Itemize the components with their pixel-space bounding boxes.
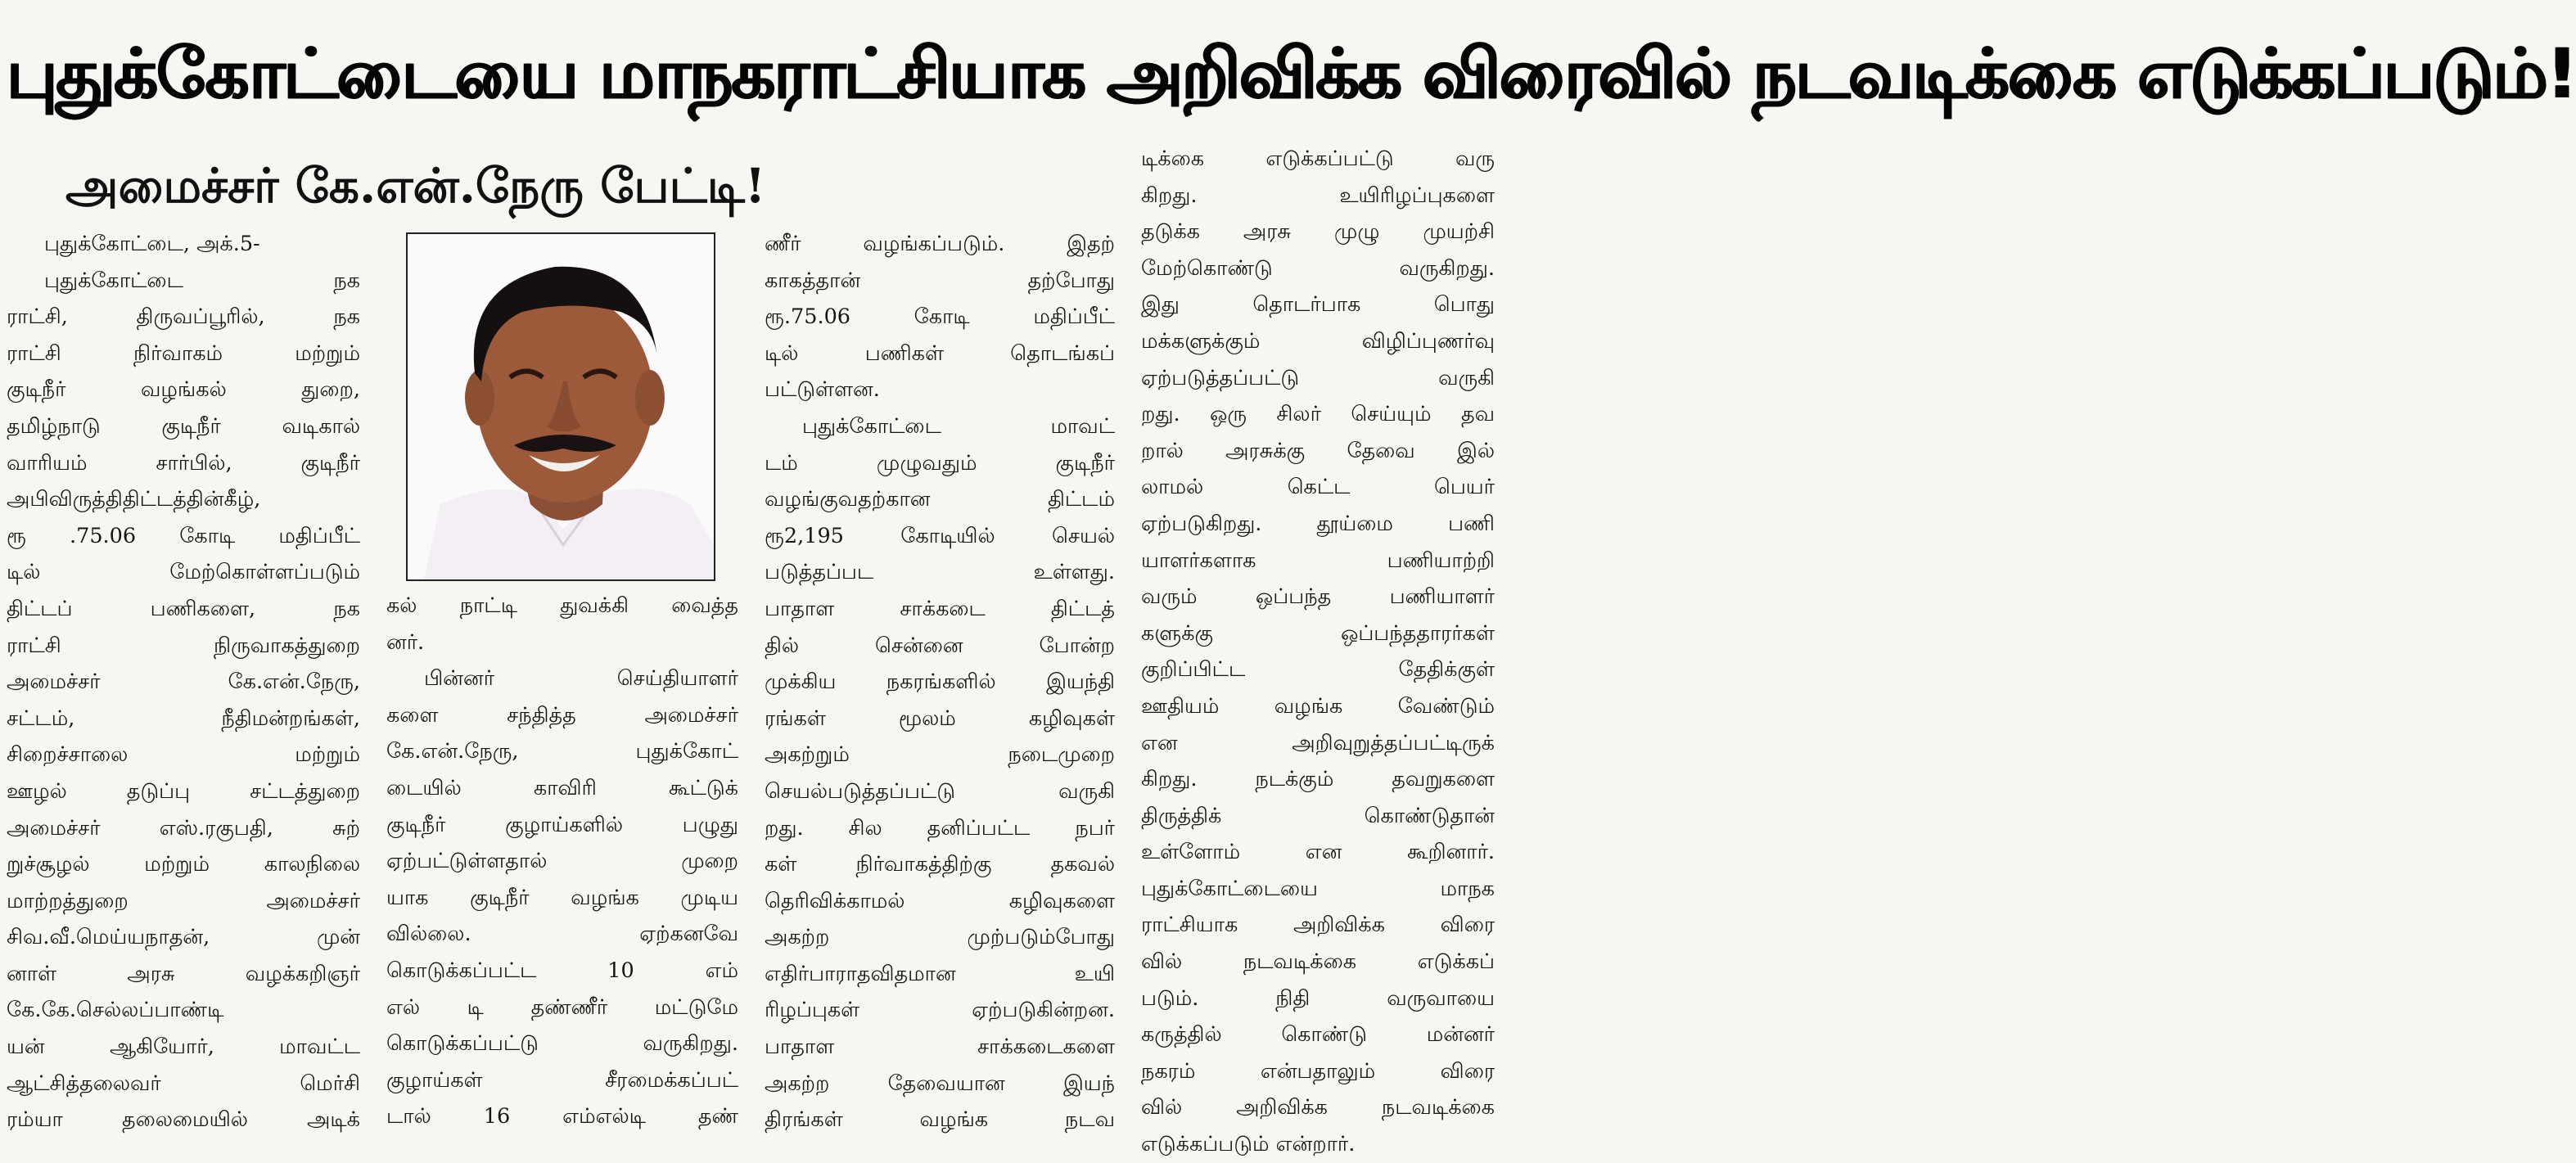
article-line: ராட்சி நிருவாகத்துறை (7, 633, 360, 658)
article-line: வில் அறிவிக்க நடவடிக்கை (1141, 1095, 1495, 1120)
article-line: எடுக்கப்படும் என்றார். (1141, 1132, 1356, 1157)
article-line: வாரியம் சார்பில், குடிநீர் (7, 450, 360, 476)
article-line: காகத்தான் தற்போது (765, 268, 1115, 293)
article-line: வில்லை. ஏற்கனவே (386, 922, 738, 947)
article-column-1 (7, 226, 360, 1138)
article-line: தடுக்க அரசு முழு முயற்சி (1141, 219, 1495, 245)
article-line: வரும் ஒப்பந்த பணியாளர் (1141, 584, 1495, 610)
article-line: குடிநீர் வழங்கல் துறை, (7, 377, 360, 403)
article-line: சட்டம், நீதிமன்றங்கள், (7, 705, 360, 731)
article-line: ரங்கள் மூலம் கழிவுகள் (765, 705, 1115, 731)
article-line: றால் அரசுக்கு தேவை இல் (1141, 438, 1495, 463)
article-line: களுக்கு ஒப்பந்ததாரர்கள் (1141, 620, 1495, 646)
article-line: திட்டப் பணிகளை, நக (7, 596, 360, 621)
subheadline: அமைச்சர் கே.என்.நேரு பேட்டி! (65, 158, 766, 214)
article-line: திருத்திக் கொண்டுதான் (1141, 803, 1495, 828)
article-line: கல் நாட்டி துவக்கி வைத்த (386, 593, 738, 618)
article-line: செயல்படுத்தப்பட்டு வருகி (765, 778, 1115, 804)
portrait-illustration (408, 234, 714, 579)
headline: புதுக்கோட்டையை மாநகராட்சியாக அறிவிக்க விரைவில் நடவடிக்கை எடுக்கப்படும்! (7, 34, 2576, 114)
article-column-4 (1141, 141, 1495, 1163)
article-line: ஏற்பட்டுள்ளதால் முறை (386, 849, 738, 874)
article-line: அகற்றும் நடைமுறை (765, 742, 1115, 768)
article-line: யாளர்களாக பணியாற்றி (1141, 548, 1495, 573)
article-line: வில் நடவடிக்கை எடுக்கப் (1141, 949, 1495, 975)
article-line: ஏற்படுகிறது. தூய்மை பணி (1141, 511, 1495, 536)
article-line: சிவ.வீ.மெய்யநாதன், முன் (7, 925, 360, 950)
article-line: கருத்தில் கொண்டு மன்னர் (1141, 1022, 1495, 1048)
article-line: கே.என்.நேரு, புதுக்கோட் (386, 739, 738, 764)
article-line: றது. சில தனிப்பட்ட நபர் (765, 815, 1115, 841)
article-line: ஏற்படுத்தப்பட்டு வருகி (1141, 365, 1495, 390)
article-line: பாதாள சாக்கடைகளை (765, 1035, 1115, 1060)
article-line: கே.கே.செல்லப்பாண்டி (7, 998, 224, 1023)
article-line: யாக குடிநீர் வழங்க முடிய (386, 885, 738, 910)
article-line: ஊதியம் வழங்க வேண்டும் (1141, 693, 1495, 719)
article-line: குடிநீர் குழாய்களில் பழுது (386, 812, 738, 837)
article-line: பின்னர் செய்தியாளர் (424, 666, 738, 692)
article-line: ஆட்சித்தலைவர் மெர்சி (7, 1071, 360, 1096)
article-line: டில் பணிகள் தொடங்கப் (765, 340, 1115, 366)
article-line: திரங்கள் வழங்க நடவ (765, 1107, 1115, 1133)
article-line: மேற்கொண்டு வருகிறது. (1141, 255, 1495, 281)
article-line: நகரம் என்பதாலும் விரை (1141, 1058, 1495, 1084)
article-column-2 (386, 588, 738, 1135)
article-line: பாதாள சாக்கடை திட்டத் (765, 596, 1115, 621)
article-line: தமிழ்நாடு குடிநீர் வடிகால் (7, 413, 360, 439)
article-line: ரூ.75.06 கோடி மதிப்பீட் (765, 304, 1115, 330)
article-line: றுச்சூழல் மற்றும் காலநிலை (7, 852, 360, 877)
article-line: எதிர்பாராதவிதமான உயி (765, 961, 1115, 986)
article-line: புதுக்கோட்டை மாவட் (802, 413, 1115, 439)
article-line: யன் ஆகியோர், மாவட்ட (7, 1035, 360, 1060)
article-line: குழாய்கள் சீரமைக்கப்பட் (386, 1067, 738, 1093)
article-line: பட்டுள்ளன. (765, 377, 880, 403)
article-line: டம் முழுவதும் குடிநீர் (765, 450, 1115, 476)
article-line: கள் நிர்வாகத்திற்கு தகவல் (765, 852, 1115, 877)
article-line: குறிப்பிட்ட தேதிக்குள் (1141, 657, 1495, 683)
article-line: தெரிவிக்காமல் கழிவுகளை (765, 888, 1115, 913)
article-line: ஊழல் தடுப்பு சட்டத்துறை (7, 778, 360, 804)
article-line: தில் சென்னை போன்ற (765, 633, 1115, 658)
article-line: ரம்யா தலைமையில் அடிக் (7, 1107, 360, 1133)
article-line: முக்கிய நகரங்களில் இயந்தி (765, 669, 1115, 695)
article-line: ரூ2,195 கோடியில் செயல் (765, 523, 1115, 548)
article-line: சிறைச்சாலை மற்றும் (7, 742, 360, 768)
article-line: இது தொடர்பாக பொது (1141, 292, 1495, 318)
article-line: கிறது. உயிரிழப்புகளை (1141, 183, 1495, 208)
article-line: ராட்சி நிர்வாகம் மற்றும் (7, 340, 360, 366)
article-line: லாமல் கெட்ட பெயர் (1141, 475, 1495, 500)
article-line: டில் மேற்கொள்ளப்படும் (7, 560, 360, 585)
article-line: புதுக்கோட்டையை மாநக (1141, 876, 1495, 901)
article-line: புதுக்கோட்டை, அக்.5- (44, 232, 260, 256)
article-line: வழங்குவதற்கான திட்டம் (765, 487, 1115, 512)
article-line: ணீர் வழங்கப்படும். இதற் (765, 232, 1115, 256)
article-line: ரிழப்புகள் ஏற்படுகின்றன. (765, 998, 1115, 1023)
article-line: படும். நிதி வருவாயை (1141, 985, 1495, 1011)
article-line: டால் 16 எம்எல்டி தண் (386, 1104, 738, 1129)
article-line: மாற்றத்துறை அமைச்சர் (7, 888, 360, 913)
article-line: கொடுக்கப்பட்ட 10 எம் (386, 958, 738, 983)
article-line: உள்ளோம் என கூறினார். (1141, 840, 1495, 865)
article-line: னர். (386, 629, 425, 655)
article-line: டிக்கை எடுக்கப்பட்டு வரு (1141, 147, 1495, 171)
article-line: அபிவிருத்திதிட்டத்தின்கீழ், (7, 487, 261, 512)
article-line: டையில் காவிரி கூட்டுக் (386, 775, 738, 800)
article-line: என அறிவுறுத்தப்பட்டிருக் (1141, 730, 1495, 755)
article-line: மக்களுக்கும் விழிப்புணர்வு (1141, 328, 1495, 354)
article-line: கிறது. நடக்கும் தவறுகளை (1141, 767, 1495, 792)
article-line: றது. ஒரு சிலர் செய்யும் தவ (1141, 402, 1495, 427)
article-line: அகற்ற முற்படும்போது (765, 925, 1115, 950)
article-column-3 (765, 226, 1115, 1138)
article-line: ரூ .75.06 கோடி மதிப்பீட் (7, 523, 360, 548)
minister-portrait-photo (406, 232, 715, 581)
article-line: அமைச்சர் கே.என்.நேரு, (7, 669, 360, 695)
article-line: னாள் அரசு வழக்கறிஞர் (7, 961, 360, 986)
article-line: ராட்சி, திருவப்பூரில், நக (7, 304, 360, 330)
article-line: கொடுக்கப்பட்டு வருகிறது. (386, 1031, 738, 1057)
article-line: அகற்ற தேவையான இயந் (765, 1071, 1115, 1096)
article-line: படுத்தப்பட உள்ளது. (765, 560, 1115, 585)
article-line: ராட்சியாக அறிவிக்க விரை (1141, 913, 1495, 938)
article-line: புதுக்கோட்டை நக (44, 268, 360, 293)
article-line: எல் டி தண்ணீர் மட்டுமே (386, 994, 738, 1020)
article-line: அமைச்சர் எஸ்.ரகுபதி, சுற் (7, 815, 360, 841)
article-line: களை சந்தித்த அமைச்சர் (386, 702, 738, 728)
